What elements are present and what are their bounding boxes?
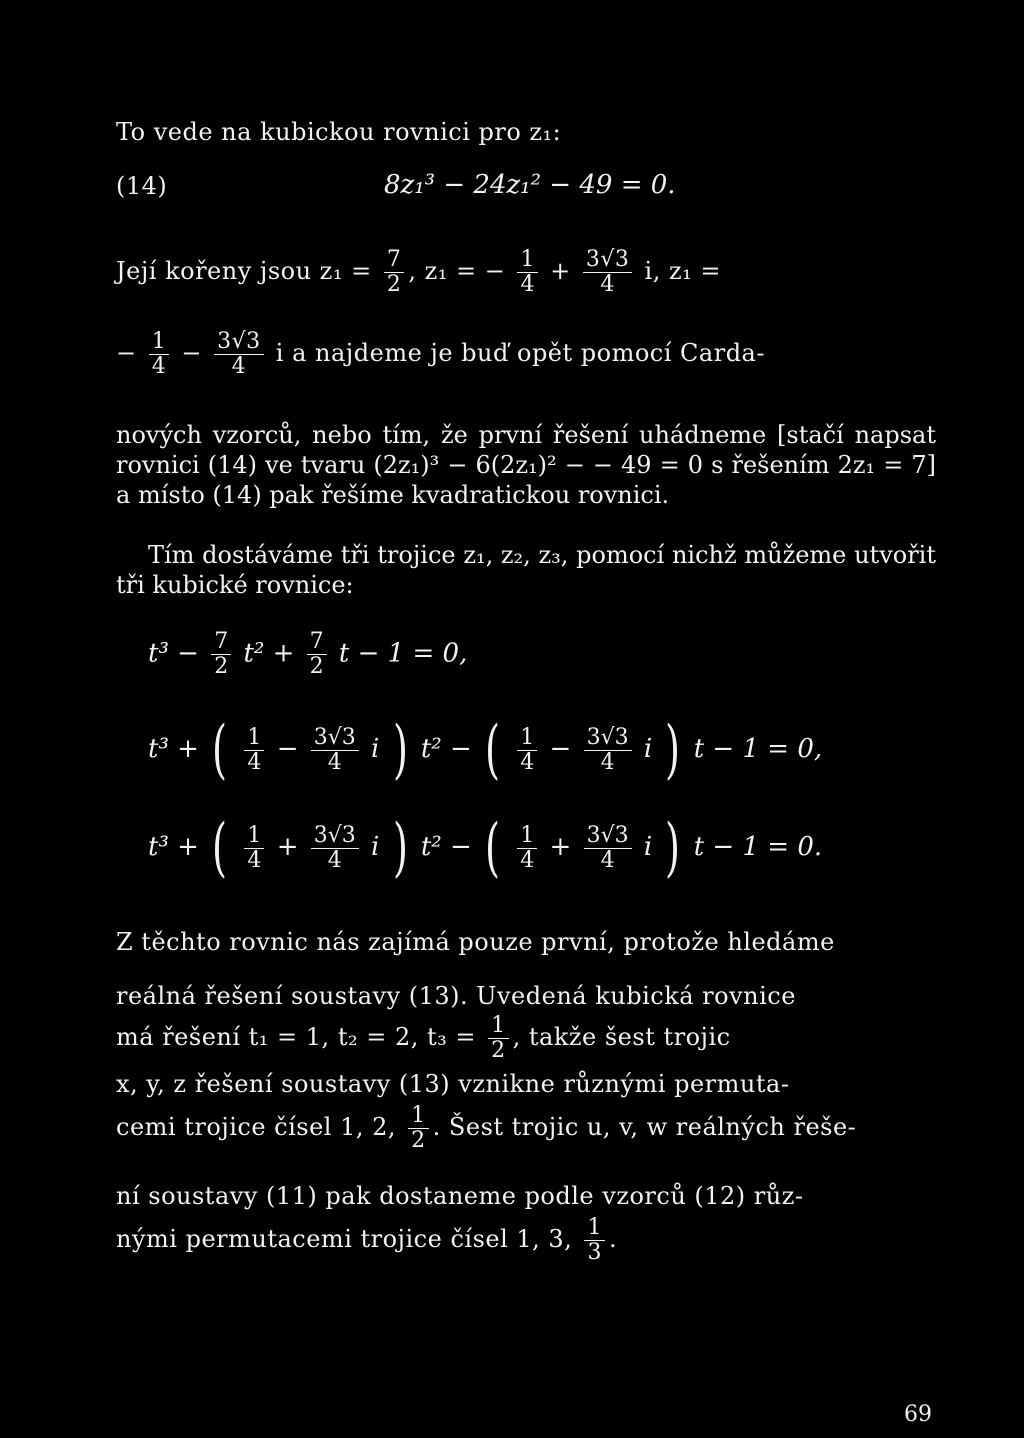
paragraph-2: Tím dostáváme tři trojice z₁, z₂, z₃, pomocí nichž můžeme utvořit tři kubické rovnice: [116, 541, 936, 599]
root3-minus: − [116, 339, 137, 367]
paragraph-3-line-5: cemi trojice čísel 1, 2, $\frac{1}{2}$ . Šest trojic u, v, w reálných řeše- [116, 1103, 857, 1153]
root3-tail: i a najdeme je buď opět pomocí Carda- [275, 339, 765, 367]
intro-line: To vede na kubickou rovnici pro z₁: [116, 118, 562, 146]
root2-text: , z₁ = − [408, 257, 506, 285]
root2-plus: + [550, 257, 571, 285]
paragraph-1: nových vzorců, nebo tím, že první řešení uhádneme [stačí napsat rovnici (14) ve tvaru (2z₁)³ − 6(2z₁)² − − 49 = 0 s řešením 2z₁ = 7] a místo (14) pak řešíme kvadratickou rovnici. [116, 421, 936, 509]
root3-minus-b: − [181, 339, 202, 367]
root2-tail: i, z₁ = [644, 257, 721, 285]
paragraph-3-line-7: nými permutacemi trojice čísel 1, 3, $\frac{1}{3}$ . [116, 1215, 618, 1265]
paragraph-3-line-4: x, y, z řešení soustavy (13) vznikne různými permuta- [116, 1070, 790, 1098]
cubic-equation-2: t³ + ( $\frac{1}{4}$ − $\frac{3√3}{4}$ i ) t² − ( $\frac{1}{4}$ − $\frac{3√3}{4}$ i ) t − 1 = 0, [148, 713, 823, 787]
root3-a-fraction: $\frac{1}{4}$ [149, 330, 170, 379]
root3-b-fraction: $\frac{3√3}{4}$ [214, 330, 264, 379]
equation-14: 8z₁³ − 24z₁² − 49 = 0. [384, 170, 676, 200]
roots-prefix: Její kořeny jsou z₁ = [116, 257, 372, 285]
root2-a-fraction: $\frac{1}{4}$ [517, 248, 538, 297]
cubic-equation-1: t³ − $\frac{7}{2}$ t² + $\frac{7}{2}$ t − 1 = 0, [148, 629, 468, 679]
roots-line [116, 248, 721, 297]
paragraph-3-line-6: ní soustavy (11) pak dostaneme podle vzorců (12) růz- [116, 1182, 804, 1210]
paragraph-3-line-1: Z těchto rovnic nás zajímá pouze první, protože hledáme [116, 928, 835, 956]
paragraph-3-line-2: reálná řešení soustavy (13). Uvedená kubická rovnice [116, 982, 796, 1010]
page-number: 69 [904, 1402, 932, 1427]
cubic-equation-3: t³ + ( $\frac{1}{4}$ + $\frac{3√3}{4}$ i ) t² − ( $\frac{1}{4}$ + $\frac{3√3}{4}$ i ) t − 1 = 0. [148, 811, 823, 885]
paragraph-3-line-3: má řešení t₁ = 1, t₂ = 2, t₃ = $\frac{1}{2}$ , takže šest trojic [116, 1013, 731, 1063]
equation-label: (14) [116, 172, 168, 200]
roots-line-2 [116, 330, 765, 379]
root1-fraction: $\frac{7}{2}$ [384, 248, 405, 297]
root2-b-fraction: $\frac{3√3}{4}$ [583, 248, 633, 297]
